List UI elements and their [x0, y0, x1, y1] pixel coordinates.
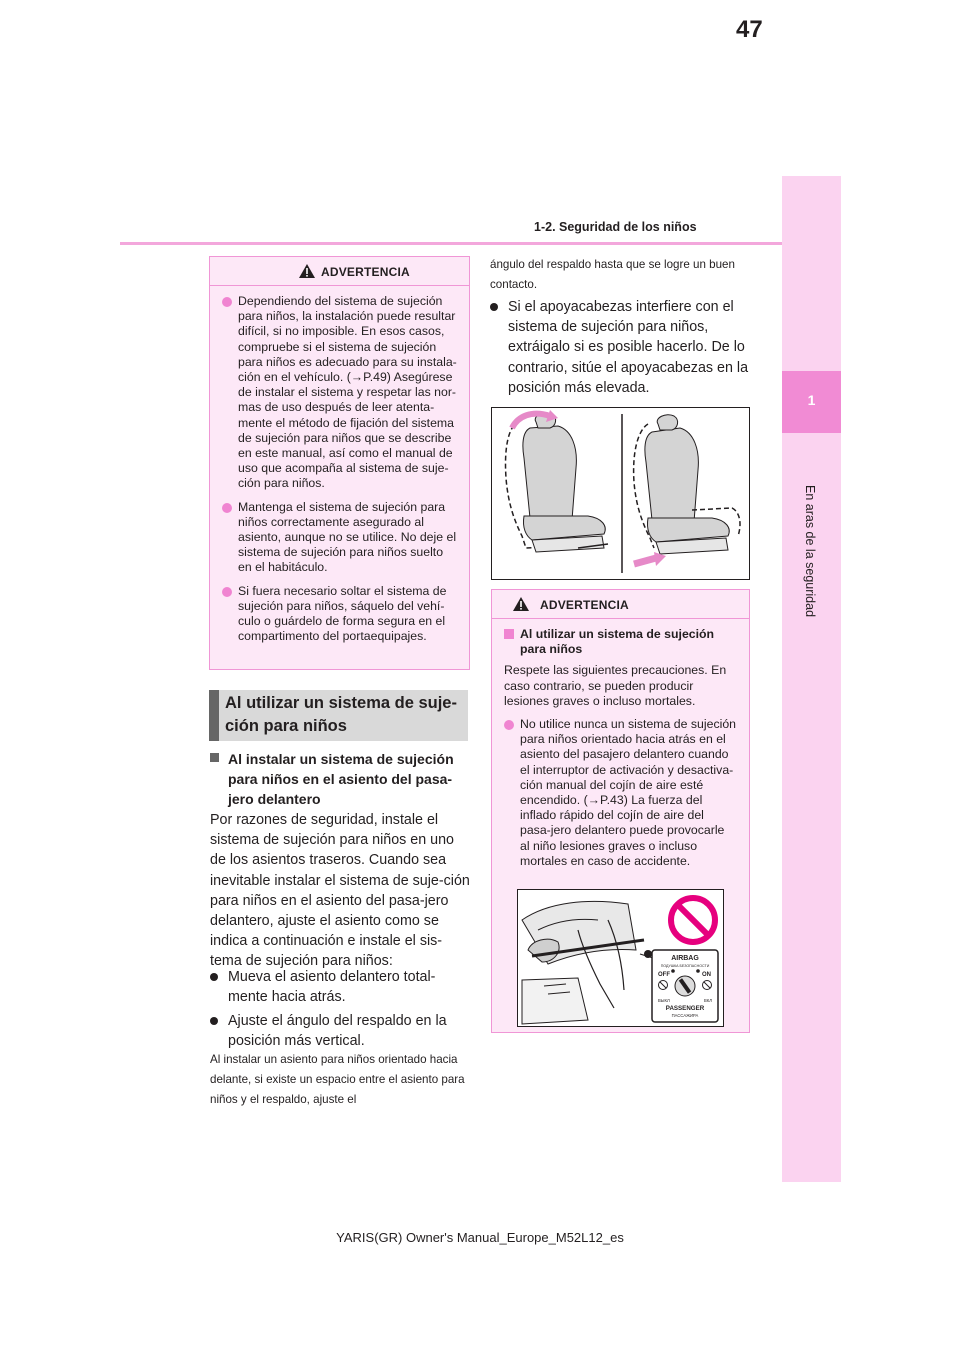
warning-header	[210, 257, 469, 286]
warning-title: ADVERTENCIA	[540, 598, 629, 612]
seat-illustration	[491, 407, 750, 580]
warning-body	[492, 619, 749, 869]
bullet-dot-icon	[210, 1017, 218, 1025]
chapter-number: 1	[807, 392, 816, 408]
airbag-illustration	[517, 889, 724, 1027]
warning-heading: Al utilizar un sistema de sujeción para niños	[504, 627, 737, 657]
passenger-label: PASSENGER	[665, 1005, 705, 1012]
subheading: Al instalar un sistema de sujeción para niños en el asiento del pasa-jero delantero	[210, 749, 470, 809]
airbag-off-label: OFF	[658, 972, 670, 978]
small-note: Al instalar un asiento para niños orientado hacia delante, si existe un espacio entre el asiento para niños y el respaldo, ajuste el	[210, 1053, 465, 1106]
dashboard-sketch-icon	[522, 901, 666, 1024]
warning-title: ADVERTENCIA	[321, 265, 410, 279]
square-bullet-icon	[504, 629, 514, 639]
bullet-dot-icon	[222, 503, 232, 513]
seat-left-icon	[506, 410, 608, 552]
page-number: 47	[736, 16, 763, 43]
airbag-switch-illustration	[518, 890, 723, 1026]
header-rule	[120, 242, 782, 245]
airbag-on-ru-label: ВКЛ	[704, 998, 712, 1003]
seat-adjustment-illustration	[492, 408, 749, 579]
bullet-dot-icon	[222, 297, 232, 307]
bullet-item: Ajuste el ángulo del respaldo en la posición más vertical.	[210, 1011, 470, 1051]
section-heading-bar	[209, 690, 219, 741]
chapter-title: En aras de la seguridad	[803, 485, 817, 618]
body-paragraph: Por razones de seguridad, instale el sistema de sujeción para niños en uno de los asientos traseros. Cuando sea inevitable instalar el sistema de suje-ción para niños en el asiento del pasa-jero delantero, ajuste el asiento como se indica a continuación e instale el sis-tema de sujeción para niños:	[210, 812, 470, 970]
bullet-dot-icon	[504, 720, 514, 730]
warning-box-1	[209, 256, 470, 670]
warning-item: Dependiendo del sistema de sujeción para niños, la instalación puede resultar difícil, si no imposible. En esos casos, compruebe si el sistema de sujeción para niños es adecuado para su instala-ción en el vehículo. (→P.49) Asegúrese de instalar el sistema y respetar las nor-mas de uso después de leer atenta-mente el método de fijación del sistema de sujeción para niños que se describe en este manual, así como el manual de uso que acompaña al sistema de suje-ción para niños.	[222, 294, 457, 492]
section-title: 1-2. Seguridad de los niños	[534, 220, 697, 234]
small-note: ángulo del respaldo hasta que se logre un buen contacto.	[490, 258, 735, 291]
warning-body	[210, 286, 469, 644]
airbag-switch-panel-icon	[652, 950, 718, 1022]
warning-item: Mantenga el sistema de sujeción para niños correctamente asegurado al asiento, aunque no se utilice. No deje el sistema de sujeción para niños suelto en el habitáculo.	[222, 500, 457, 576]
bullet-item: Mueva el asiento delantero total-mente hacia atrás.	[210, 967, 470, 1007]
airbag-label: AIRBAG	[671, 955, 699, 962]
passenger-ru-label: ПАССАЖИРА	[671, 1013, 699, 1018]
bullet-item: Si el apoyacabezas interfiere con el sistema de sujeción para niños, extráigalo si es posible hacerlo. De lo contrario, sitúe el apoyacabezas en la posición más elevada.	[490, 297, 752, 398]
square-bullet-icon	[210, 753, 219, 762]
prohibition-icon	[671, 898, 715, 942]
warning-triangle-icon	[298, 263, 316, 279]
bullet-dot-icon	[210, 973, 218, 981]
footer-text: YARIS(GR) Owner's Manual_Europe_M52L12_es	[336, 1230, 624, 1245]
airbag-sublabel: ПОДУШКА БЕЗОПАСНОСТИ	[660, 964, 710, 968]
seat-right-icon	[634, 415, 740, 566]
warning-item: Si fuera necesario soltar el sistema de sujeción para niños, sáquelo del vehí-culo o guárdelo de forma segura en el compartimento del portaequipajes.	[222, 584, 457, 645]
airbag-on-label: ON	[702, 972, 711, 978]
bullet-dot-icon	[490, 303, 498, 311]
chapter-side-band	[782, 176, 841, 1182]
warning-item: No utilice nunca un sistema de sujeción para niños orientado hacia atrás en el asiento del pasajero delantero cuando el interruptor de activación y desactiva-ción manual del cojín de aire esté encendido. (→P.43) La fuerza del inflado rápido del cojín de aire del pasa-jero delantero puede provocarle al niño lesiones graves o incluso mortales en caso de accidente.	[504, 717, 737, 869]
warning-intro: Respete las siguientes precauciones. En caso contrario, se pueden producir lesiones graves o incluso mortales.	[504, 663, 727, 708]
bullet-dot-icon	[222, 587, 232, 597]
section-heading: Al utilizar un sistema de suje-ción para niños	[225, 694, 457, 735]
warning-triangle-icon	[512, 596, 530, 612]
warning-header	[492, 590, 749, 619]
airbag-off-ru-label: ВЫКЛ	[658, 998, 670, 1003]
